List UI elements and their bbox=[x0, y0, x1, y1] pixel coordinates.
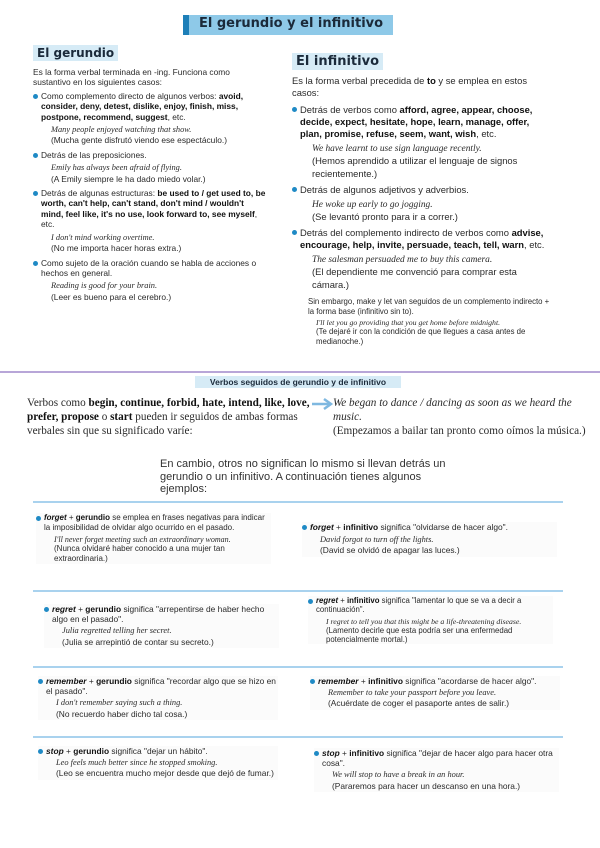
bullet-dot-icon bbox=[308, 599, 313, 604]
bullet-dot-icon bbox=[38, 749, 43, 754]
infinitivo-bullet-1: Detrás de verbos como afford, agree, appear, choose, decide, expect, hesitate, hope, learn, manage, offer, plan, promise, refuse, seem, want, wish, etc. bbox=[292, 104, 552, 140]
gerundio-bullet-2: Detrás de las preposiciones. bbox=[33, 150, 268, 160]
stop-infinitivo: stop + infinitivo significa "dejar de hacer algo para hacer otra cosa". We will stop to have a break in an hour. (Pararemos para hacer un descanso en una hora.) bbox=[314, 748, 559, 792]
bullet-dot-icon bbox=[292, 187, 297, 192]
gerundio-example-1: Many people enjoyed watching that show. (Mucha gente disfrutó viendo ese espectáculo.) bbox=[51, 125, 227, 146]
arrow-right-icon bbox=[311, 396, 335, 417]
divider-line bbox=[33, 590, 563, 592]
bullet-dot-icon bbox=[33, 191, 38, 196]
bullet-dot-icon bbox=[292, 230, 297, 235]
forget-infinitivo: forget + infinitivo significa "olvidarse de hacer algo". David forgot to turn off the lights. (David se olvidó de apagar las luces.) bbox=[302, 522, 557, 557]
bullet-dot-icon bbox=[44, 607, 49, 612]
section-band: Verbos seguidos de gerundio y de infinitivo bbox=[195, 376, 401, 388]
infinitivo-example-1: We have learnt to use sign language recently. (Hemos aprendido a utilizar el lenguaje de signos recientemente.) bbox=[312, 144, 518, 179]
remember-gerundio: remember + gerundio significa "recordar algo que se hizo en el pasado". I don't remember saying such a thing. (No recuerdo haber dicho tal cosa.) bbox=[38, 676, 278, 720]
bullet-dot-icon bbox=[314, 751, 319, 756]
infinitivo-note: Sin embargo, make y let van seguidos de un complemento indirecto + la forma base (infinitivo sin to). bbox=[308, 297, 550, 316]
bullet-dot-icon bbox=[33, 153, 38, 158]
infinitivo-example-3: The salesman persuaded me to buy this camera. (El dependiente me convenció para comprar esta cámara.) bbox=[312, 255, 517, 290]
infinitivo-section bbox=[292, 52, 552, 346]
both-forms-example: We began to dance / dancing as soon as we heard the music. (Empezamos a bailar tan pronto como oímos la música.) bbox=[333, 397, 586, 437]
gerundio-example-4: Reading is good for your brain. (Leer es bueno para el cerebro.) bbox=[51, 281, 172, 302]
gerundio-heading: El gerundio bbox=[33, 45, 118, 61]
infinitivo-example-2: He woke up early to go jogging. (Se levantó pronto para ir a correr.) bbox=[312, 200, 458, 222]
infinitivo-intro: Es la forma verbal precedida de to y se emplea en estos casos: bbox=[292, 75, 528, 98]
infinitivo-bullet-3: Detrás del complemento indirecto de verbos como advise, encourage, help, invite, persuade, teach, tell, warn, etc. bbox=[292, 227, 552, 251]
remember-infinitivo: remember + infinitivo significa "acordarse de hacer algo". Remember to take your passport before you leave. (Acuérdate de coger el pasaporte antes de salir.) bbox=[310, 676, 560, 710]
bullet-dot-icon bbox=[302, 525, 307, 530]
bullet-dot-icon bbox=[33, 94, 38, 99]
infinitivo-bullet-2: Detrás de algunos adjetivos y adverbios. bbox=[292, 184, 552, 196]
regret-gerundio: regret + gerundio significa "arrepentirse de haber hecho algo en el pasado". Julia regretted telling her secret. (Julia se arrepintió de contar su secreto.) bbox=[44, 604, 279, 648]
bullet-dot-icon bbox=[292, 107, 297, 112]
both-forms-text: Verbos como begin, continue, forbid, hate, intend, like, love, prefer, propose o start pueden ir seguidos de ambas formas verbales sin que su significado varíe: bbox=[27, 397, 310, 437]
divider-line bbox=[33, 666, 563, 668]
title-bar bbox=[183, 15, 393, 35]
gerundio-bullet-1: Como complemento directo de algunos verbos: avoid, consider, deny, detest, dislike, enjoy, finish, miss, postpone, recommend, suggest, etc. bbox=[33, 91, 268, 122]
contrast-text: En cambio, otros no significan lo mismo si llevan detrás un gerundio o un infinitivo. A continuación tienes algunos ejemplos: bbox=[160, 458, 446, 496]
gerundio-bullet-4: Como sujeto de la oración cuando se habla de acciones o hechos en general. bbox=[33, 258, 268, 279]
gerundio-example-3: I don't mind working overtime. (No me importa hacer horas extra.) bbox=[51, 232, 182, 254]
bullet-dot-icon bbox=[36, 516, 41, 521]
page-title: El gerundio y el infinitivo bbox=[199, 16, 384, 31]
gerundio-example-2: Emily has always been afraid of flying. (A Emily siempre le ha dado miedo volar.) bbox=[51, 163, 206, 184]
divider-line bbox=[33, 736, 563, 738]
divider-line bbox=[33, 501, 563, 503]
infinitivo-heading: El infinitivo bbox=[292, 53, 383, 70]
infinitivo-note-example: I'll let you go providing that you get home before midnight. (Te dejaré ir con la condición de que llegues a casa antes de medianoche.) bbox=[316, 318, 526, 346]
gerundio-section bbox=[33, 44, 268, 303]
section-divider bbox=[0, 371, 600, 373]
bullet-dot-icon bbox=[310, 679, 315, 684]
stop-gerundio: stop + gerundio significa "dejar un hábito". Leo feels much better since he stopped smoking. (Leo se encuentra mucho mejor desde que dejó de fumar.) bbox=[38, 746, 278, 780]
bullet-dot-icon bbox=[38, 679, 43, 684]
bullet-dot-icon bbox=[33, 261, 38, 266]
regret-infinitivo: regret + infinitivo significa "lamentar lo que se va a decir a continuación". I regret to tell you that this might be a life-threatening disease. (Lamento decirle que esta podría ser una enfermedad potencialmente mortal.) bbox=[308, 596, 553, 644]
gerundio-bullet-3: Detrás de algunas estructuras: be used to / get used to, be worth, can't help, can't stand, don't mind / wouldn't mind, feel like, it's no use, look forward to, see myself, etc. bbox=[33, 188, 268, 230]
gerundio-intro: Es la forma verbal terminada en -ing. Funciona como sustantivo en los siguientes casos: bbox=[33, 67, 230, 88]
forget-gerundio: forget + gerundio se emplea en frases negativas para indicar la imposibilidad de olvidar algo ocurrido en el pasado. I'll never forget meeting such an extraordinary woman. (Nunca olvidaré haber conocido a una mujer tan extraordinaria.) bbox=[36, 513, 271, 564]
